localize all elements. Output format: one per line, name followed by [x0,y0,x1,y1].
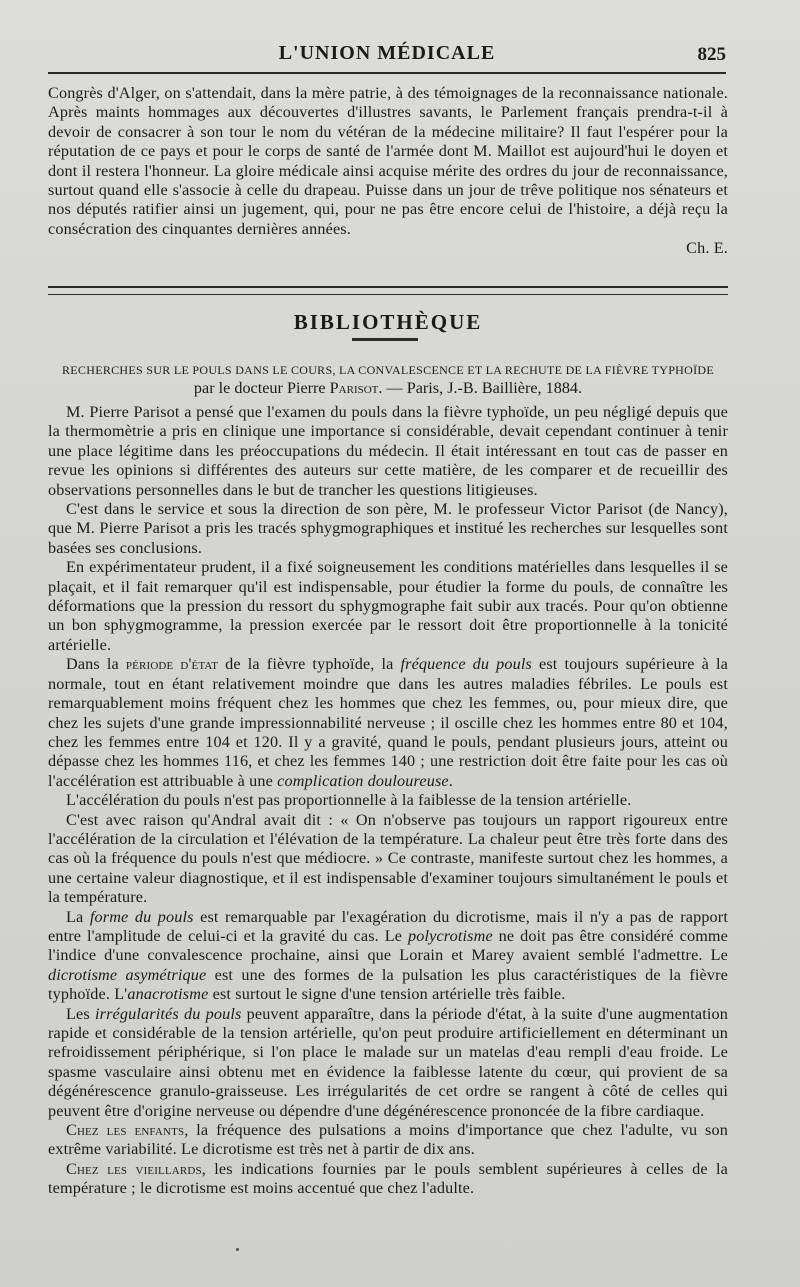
p4-text-a: Dans la [66,655,126,674]
paragraph-7 [48,908,728,1005]
print-mark [236,1248,239,1251]
paragraph-6: C'est avec raison qu'Andral avait dit : « On n'observe pas toujours un rapport rigoureux entre l'accélération de la circulation et l'élévation de la température. La chaleur peut être très forte dans des cas où la fréquence du pouls n'est que médiocre. » Ce contraste, manifeste surtout chez les hommes, a une certaine valeur diagnostique, et il est indispensable d'examiner toujours simultanément le pouls et la température. [48,810,728,907]
p10-smallcaps: Chez les vieillards [66,1159,202,1178]
p7-italic-1: forme du pouls [89,907,194,926]
p7-text-a: La [66,907,90,926]
running-header [48,38,726,74]
p4-text-b: de la fièvre typhoïde, la [218,655,401,674]
paragraph-4 [48,655,728,791]
p7-text-d: est une des formes de la pulsation les plus caractéristiques de la fièvre typhoïde. L' [48,965,728,1004]
paragraph-2: C'est dans le service et sous la direction de son père, M. le professeur Victor Parisot (de Nancy), que M. Pierre Parisot a pris les tracés sphygmographiques et institué les recherches sur lesquelles sont basées ses conclusions. [48,500,728,557]
p9-smallcaps: Chez les enfants [66,1121,185,1140]
signature: Ch. E. [686,239,728,258]
p10-text-b: , les indications fournies par le pouls semblent supérieures à celles de la température ; le dicrotisme est moins accentué que chez l'adulte. [48,1159,729,1198]
section-divider [48,286,728,295]
paragraph-10 [48,1160,728,1199]
title-underline [352,338,418,341]
paragraph-9 [48,1121,728,1160]
p8-text-b: peuvent apparaître, dans la période d'état, à la suite d'une augmentation rapide et considérable de la tension artérielle, qu'on peut produire artificiellement en déterminant un refroidissement périphérique, si l'on place le malade sur un matelas d'eau rempli d'eau froide. Le spasme vasculaire ainsi obtenu met en évidence la faiblesse latente du cœur, qui provient de sa dégénérescence granulo-graisseuse. Les irrégularités de cet ordre se rangent à côté de celles qui peuvent être d'origine nerveuse ou dépendre d'une dégénérescence prononcée de la fibre cardiaque. [48,1004,728,1120]
p4-italic-2: complication douloureuse [277,771,449,790]
intro-block [48,84,728,259]
paragraph-5: L'accélération du pouls n'est pas proportionnelle à la faiblesse de la tension artérielle. [66,791,632,810]
journal-title: L'UNION MÉDICALE [278,42,496,64]
p4-italic-1: fréquence du pouls [400,655,532,674]
p4-smallcaps: période d'état [125,655,219,674]
reference-prefix: par le docteur Pierre [193,379,330,397]
p4-text-d: . [448,771,453,790]
reference-title: RECHERCHES SUR LE POULS DANS LE COURS, LA CONVALESCENCE ET LA RECHUTE DE LA FIÈVRE TYPHOÏDE [61,363,714,377]
p7-italic-2: polycrotisme [407,926,493,945]
p7-text-c: ne doit pas être considéré comme l'indice d'une convalescence prochaine, ainsi que Lorain et Marey avaient semblé l'admettre. Le [48,926,729,965]
p7-text-b: est remarquable par l'exagération du dicrotisme, mais il n'y a pas de rapport entre l'amplitude de celui-ci et la gravité du cas. Le [48,907,728,945]
reference-author: Parisot [329,379,379,397]
paragraph-3: En expérimentateur prudent, il a fixé soigneusement les conditions matérielles dans lesquelles il se plaçait, et il fait remarquer qu'il est indispensable, pour étudier la forme du pouls, de connaître les déformations que la pression du ressort du sphygmographe fait subir aux tracés. Pour qu'on obtienne un bon sphygmogramme, la pression exercée par le ressort doit être proportionnelle à la tonicité artérielle. [48,558,728,654]
page-number: 825 [697,44,726,65]
book-reference [48,362,728,398]
paragraph-8 [48,1005,728,1121]
reference-details [48,378,728,398]
p7-text-e: est surtout le signe d'une tension artérielle très faible. [208,985,566,1004]
p9-text-b: , la fréquence des pulsations a moins d'importance que chez l'adulte, vu son extrême variabilité. Le dicrotisme est très net à partir de dix ans. [48,1121,728,1159]
paragraph-1: M. Pierre Parisot a pensé que l'examen du pouls dans la fièvre typhoïde, un peu négligé depuis que la thermomètrie a pris en clinique une importance si considérable, devait cependant continuer à tenir une place légitime dans les préoccupations du médecin. Il était intéressant en tout cas de passer en revue les opinions si différentes des auteurs sur cette matière, de les comparer et de recueillir des observations personnelles dans le but de trancher les questions litigieuses. [48,403,728,499]
reference-suffix: . — Paris, J.-B. Baillière, 1884. [378,379,583,397]
p8-text-a: Les [66,1004,95,1023]
p7-italic-4: anacrotisme [127,985,209,1004]
review-body [48,403,728,1199]
intro-paragraph: Congrès d'Alger, on s'attendait, dans la mère patrie, à des témoignages de la reconnaissance nationale. Après maints hommages aux découvertes d'illustres savants, le Parlement français prendra-t-il à devoir de consacrer à son tour le nom du vétéran de la médecine militaire? Il faut l'espérer pour la réputation de ce pays et pour le corps de santé de l'armée dont M. Maillot est aujourd'hui le doyen et dont il restera l'honneur. La gloire médicale ainsi acquise mérite des ordres du jour de reconnaissance, surtout quand elle s'associe à celle du drapeau. Puisse dans un jour de trêve politique nos sénateurs et nos députés ratifier ainsi un jugement, qui, pour ne pas être encore celui de l'histoire, a déjà reçu la consécration des cinquantes dernières années. [48,84,728,238]
p8-italic-1: irrégularités du pouls [95,1004,242,1023]
section-title: BIBLIOTHÈQUE [293,310,483,334]
p7-italic-3: dicrotisme asymétrique [48,965,207,984]
p4-text-c: est toujours supérieure à la normale, tout en étant relativement moindre que dans les autres maladies fébriles. Le pouls est remarquablement moins fréquent chez les hommes que chez les femmes, ou, pour mieux dire, que chez les sujets d'une grande impressionnabilité nerveuse ; il oscille chez les hommes entre 80 et 104, chez les femmes entre 104 et 120. Il y a gravité, quand le pouls, pendant plusieurs jours, atteint ou dépasse chez les hommes 116, et chez les femmes 140 ; une restriction doit être faite pour les cas où l'accélération est attribuable à une [48,655,728,790]
